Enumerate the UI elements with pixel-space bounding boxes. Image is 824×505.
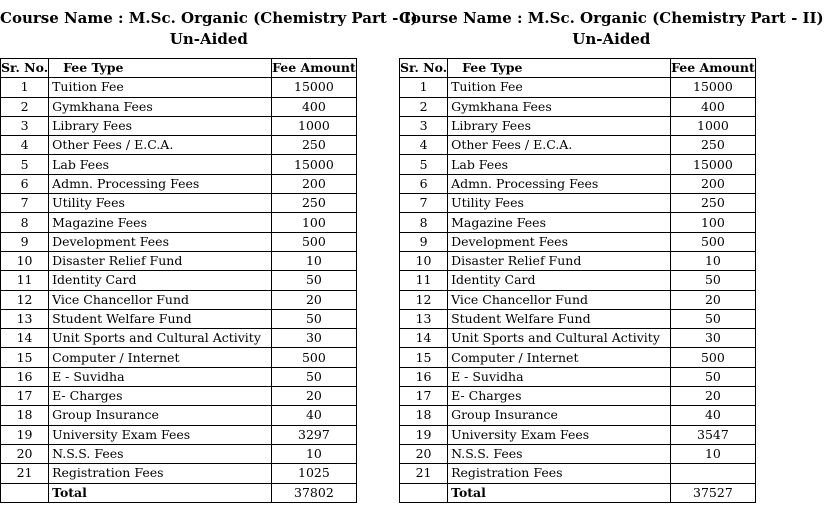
sr-no-header: Sr. No.: [400, 59, 448, 78]
table-row: [1, 78, 357, 97]
fee-amount-cell: 30: [272, 329, 357, 348]
fee-type-cell: Other Fees / E.C.A.: [49, 136, 272, 155]
fee-amount-cell: 3547: [671, 425, 756, 444]
sr-no-cell: 20: [1, 444, 49, 463]
fee-type-header: Fee Type: [448, 59, 671, 78]
header-row: [1, 59, 357, 78]
header-row: [400, 59, 756, 78]
fee-amount-cell: 10: [272, 251, 357, 270]
fee-type-cell: Utility Fees: [448, 194, 671, 213]
fee-type-cell: Vice Chancellor Fund: [448, 290, 671, 309]
fee-type-cell: Development Fees: [49, 232, 272, 251]
table-row: [1, 213, 357, 232]
fee-type-cell: Registration Fees: [448, 464, 671, 483]
fee-amount-cell: 50: [272, 309, 357, 328]
course-title: [399, 8, 824, 50]
table-row: [400, 348, 756, 367]
fee-amount-cell: 1000: [272, 116, 357, 135]
fee-table: [0, 58, 357, 503]
fee-type-cell: Registration Fees: [49, 464, 272, 483]
fee-type-cell: Tuition Fee: [49, 78, 272, 97]
table-row: [400, 232, 756, 251]
fee-type-cell: Identity Card: [448, 271, 671, 290]
fee-type-cell: Magazine Fees: [448, 213, 671, 232]
fee-type-cell: Lab Fees: [448, 155, 671, 174]
table-row: [1, 232, 357, 251]
fee-type-cell: Group Insurance: [448, 406, 671, 425]
table-row: [400, 464, 756, 483]
sr-no-cell: 5: [400, 155, 448, 174]
table-row: [1, 444, 357, 463]
fee-amount-cell: 200: [272, 174, 357, 193]
fee-type-cell: Disaster Relief Fund: [448, 251, 671, 270]
table-row: [400, 78, 756, 97]
fee-type-cell: Computer / Internet: [49, 348, 272, 367]
fee-type-cell: Gymkhana Fees: [49, 97, 272, 116]
sr-no-cell: 4: [1, 136, 49, 155]
table-row: [1, 290, 357, 309]
sr-no-header: Sr. No.: [1, 59, 49, 78]
sr-no-cell: 8: [400, 213, 448, 232]
table-row: [400, 97, 756, 116]
fee-amount-cell: 50: [272, 367, 357, 386]
fee-amount-cell: 100: [671, 213, 756, 232]
sr-no-cell: 11: [400, 271, 448, 290]
fee-type-cell: Student Welfare Fund: [448, 309, 671, 328]
sr-no-cell: 1: [400, 78, 448, 97]
table-row: [400, 290, 756, 309]
fee-amount-cell: 250: [671, 194, 756, 213]
sr-no-cell: 10: [1, 251, 49, 270]
fee-type-cell: Other Fees / E.C.A.: [448, 136, 671, 155]
table-row: [400, 271, 756, 290]
sr-no-cell: 9: [400, 232, 448, 251]
fee-amount-cell: 100: [272, 213, 357, 232]
fee-amount-cell: 10: [671, 251, 756, 270]
fee-type-cell: N.S.S. Fees: [448, 444, 671, 463]
fee-type-cell: Admn. Processing Fees: [49, 174, 272, 193]
total-label: Total: [448, 483, 671, 502]
total-sr-cell: [400, 483, 448, 502]
course-name: Course Name : M.Sc. Organic (Chemistry Part - I): [0, 9, 418, 27]
sr-no-cell: 13: [400, 309, 448, 328]
table-row: [1, 406, 357, 425]
sr-no-cell: 3: [1, 116, 49, 135]
sr-no-cell: 14: [400, 329, 448, 348]
sr-no-cell: 13: [1, 309, 49, 328]
table-row: [1, 464, 357, 483]
fee-amount-cell: 3297: [272, 425, 357, 444]
fee-type-cell: E- Charges: [448, 387, 671, 406]
sr-no-cell: 19: [400, 425, 448, 444]
total-row: [400, 483, 756, 502]
fee-type-cell: Utility Fees: [49, 194, 272, 213]
fee-type-cell: University Exam Fees: [448, 425, 671, 444]
sr-no-cell: 17: [1, 387, 49, 406]
fee-amount-cell: 15000: [671, 78, 756, 97]
fee-table-part-2: [399, 8, 824, 503]
fee-amount-cell: 40: [272, 406, 357, 425]
sr-no-cell: 16: [400, 367, 448, 386]
table-row: [400, 251, 756, 270]
fee-type-cell: N.S.S. Fees: [49, 444, 272, 463]
course-category: Un-Aided: [169, 30, 248, 48]
fee-type-cell: Admn. Processing Fees: [448, 174, 671, 193]
table-row: [1, 136, 357, 155]
fee-amount-cell: 250: [671, 136, 756, 155]
sr-no-cell: 12: [400, 290, 448, 309]
table-row: [400, 425, 756, 444]
fee-amount-cell: 500: [272, 232, 357, 251]
table-row: [1, 425, 357, 444]
fee-amount-header: Fee Amount: [671, 59, 756, 78]
table-row: [1, 387, 357, 406]
table-row: [1, 194, 357, 213]
fee-amount-cell: 1025: [272, 464, 357, 483]
sr-no-cell: 14: [1, 329, 49, 348]
table-row: [400, 387, 756, 406]
sr-no-cell: 18: [400, 406, 448, 425]
table-row: [1, 251, 357, 270]
total-amount: 37802: [272, 483, 357, 502]
table-row: [1, 329, 357, 348]
sr-no-cell: 20: [400, 444, 448, 463]
fee-amount-cell: 500: [671, 348, 756, 367]
sr-no-cell: 4: [400, 136, 448, 155]
table-row: [1, 348, 357, 367]
table-row: [1, 174, 357, 193]
fee-type-cell: Computer / Internet: [448, 348, 671, 367]
fee-type-cell: Development Fees: [448, 232, 671, 251]
table-row: [400, 444, 756, 463]
table-row: [1, 271, 357, 290]
sr-no-cell: 2: [1, 97, 49, 116]
fee-amount-header: Fee Amount: [272, 59, 357, 78]
sr-no-cell: 18: [1, 406, 49, 425]
fee-amount-cell: 50: [272, 271, 357, 290]
course-category: Un-Aided: [572, 30, 651, 48]
sr-no-cell: 12: [1, 290, 49, 309]
fee-type-cell: Lab Fees: [49, 155, 272, 174]
fee-amount-cell: 50: [671, 367, 756, 386]
table-row: [400, 155, 756, 174]
fee-amount-cell: 400: [671, 97, 756, 116]
fee-amount-cell: 400: [272, 97, 357, 116]
table-row: [400, 309, 756, 328]
sr-no-cell: 2: [400, 97, 448, 116]
fee-amount-cell: 500: [272, 348, 357, 367]
table-row: [400, 136, 756, 155]
fee-amount-cell: 1000: [671, 116, 756, 135]
fee-type-cell: Disaster Relief Fund: [49, 251, 272, 270]
sr-no-cell: 7: [1, 194, 49, 213]
fee-amount-cell: 500: [671, 232, 756, 251]
fee-type-cell: Library Fees: [448, 116, 671, 135]
fee-amount-cell: 30: [671, 329, 756, 348]
sr-no-cell: 5: [1, 155, 49, 174]
fee-type-cell: Student Welfare Fund: [49, 309, 272, 328]
fee-amount-cell: 50: [671, 271, 756, 290]
sr-no-cell: 16: [1, 367, 49, 386]
sr-no-cell: 10: [400, 251, 448, 270]
sr-no-cell: 1: [1, 78, 49, 97]
sr-no-cell: 7: [400, 194, 448, 213]
fee-table-part-1: [0, 8, 418, 503]
total-row: [1, 483, 357, 502]
sr-no-cell: 17: [400, 387, 448, 406]
fee-type-cell: Library Fees: [49, 116, 272, 135]
total-sr-cell: [1, 483, 49, 502]
course-title: [0, 8, 418, 50]
fee-type-cell: Identity Card: [49, 271, 272, 290]
fee-amount-cell: 15000: [272, 155, 357, 174]
table-row: [400, 329, 756, 348]
fee-type-cell: Gymkhana Fees: [448, 97, 671, 116]
fee-amount-cell: 200: [671, 174, 756, 193]
fee-type-cell: Vice Chancellor Fund: [49, 290, 272, 309]
table-row: [400, 367, 756, 386]
fee-amount-cell: 10: [671, 444, 756, 463]
table-row: [1, 97, 357, 116]
table-row: [400, 116, 756, 135]
sr-no-cell: 6: [1, 174, 49, 193]
table-row: [1, 367, 357, 386]
fee-amount-cell: 50: [671, 309, 756, 328]
sr-no-cell: 21: [1, 464, 49, 483]
fee-type-cell: Group Insurance: [49, 406, 272, 425]
fee-amount-cell: 20: [272, 387, 357, 406]
fee-amount-cell: 250: [272, 194, 357, 213]
fee-amount-cell: 15000: [272, 78, 357, 97]
table-row: [1, 116, 357, 135]
sr-no-cell: 9: [1, 232, 49, 251]
fee-type-cell: Unit Sports and Cultural Activity: [448, 329, 671, 348]
fee-type-cell: E - Suvidha: [448, 367, 671, 386]
table-row: [1, 309, 357, 328]
fee-type-cell: Magazine Fees: [49, 213, 272, 232]
fee-type-cell: E - Suvidha: [49, 367, 272, 386]
sr-no-cell: 21: [400, 464, 448, 483]
sr-no-cell: 8: [1, 213, 49, 232]
fee-amount-cell: 10: [272, 444, 357, 463]
table-row: [400, 194, 756, 213]
fee-amount-cell: 15000: [671, 155, 756, 174]
fee-type-cell: Unit Sports and Cultural Activity: [49, 329, 272, 348]
table-row: [400, 406, 756, 425]
total-label: Total: [49, 483, 272, 502]
sr-no-cell: 3: [400, 116, 448, 135]
fee-amount-cell: 20: [671, 290, 756, 309]
table-row: [1, 155, 357, 174]
table-row: [400, 174, 756, 193]
total-amount: 37527: [671, 483, 756, 502]
fee-type-cell: University Exam Fees: [49, 425, 272, 444]
fee-amount-cell: 20: [671, 387, 756, 406]
fee-type-header: Fee Type: [49, 59, 272, 78]
fee-type-cell: Tuition Fee: [448, 78, 671, 97]
fee-amount-cell: 20: [272, 290, 357, 309]
table-row: [400, 213, 756, 232]
course-name: Course Name : M.Sc. Organic (Chemistry Part - II): [399, 9, 824, 27]
sr-no-cell: 15: [400, 348, 448, 367]
fee-type-cell: E- Charges: [49, 387, 272, 406]
sr-no-cell: 6: [400, 174, 448, 193]
fee-amount-cell: 250: [272, 136, 357, 155]
sr-no-cell: 15: [1, 348, 49, 367]
fee-amount-cell: [671, 464, 756, 483]
fee-amount-cell: 40: [671, 406, 756, 425]
sr-no-cell: 11: [1, 271, 49, 290]
sr-no-cell: 19: [1, 425, 49, 444]
fee-table: [399, 58, 756, 503]
